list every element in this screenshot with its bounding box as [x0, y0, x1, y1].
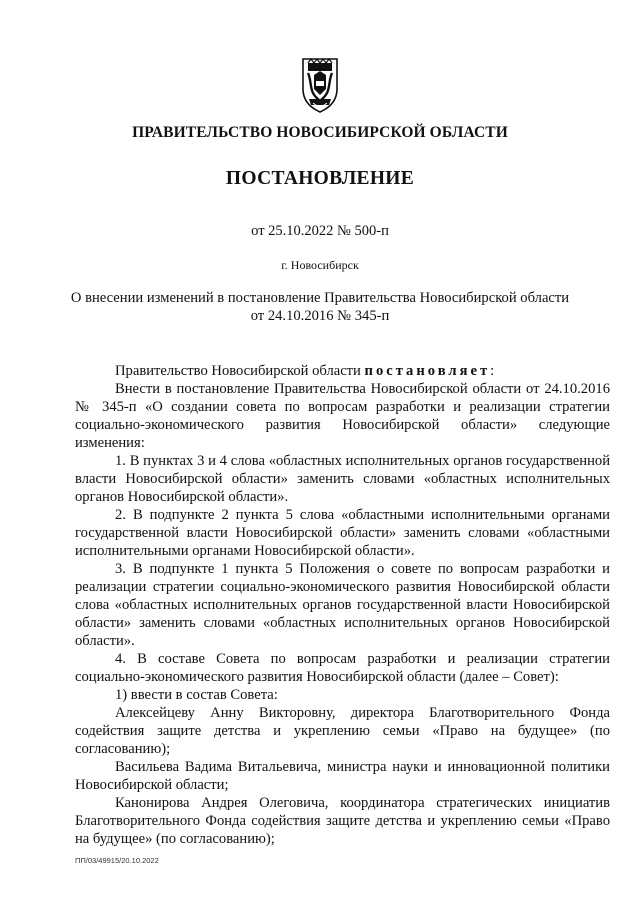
intro-decree-word: постановляет	[364, 363, 491, 379]
paragraph: Внести в постановление Правительства Новосибирской области от 24.10.2016 № 345-п «О создании совета по вопросам разработки и реализации стратегии социально-экономического развития Новосибирской области» следующие изменения:	[75, 381, 610, 451]
paragraph: 1) ввести в состав Совета:	[115, 687, 278, 703]
paragraph: Васильева Вадима Витальевича, министра науки и инновационной политики Новосибирской области;	[75, 759, 610, 793]
intro-paragraph	[75, 362, 610, 380]
paragraph: Алексейцеву Анну Викторовну, директора Благотворительного Фонда содействия защите детства и укреплению семьи «Право на будущее» (по согласованию);	[75, 705, 610, 757]
organization-title: ПРАВИТЕЛЬСТВО НОВОСИБИРСКОЙ ОБЛАСТИ	[132, 124, 508, 141]
subject-line-1: О внесении изменений в постановление Правительства Новосибирской области	[70, 290, 570, 306]
paragraph: 4. В составе Совета по вопросам разработки и реализации стратегии социально-экономического развития Новосибирской области (далее – Совет):	[75, 651, 610, 685]
subject-line-2: от 24.10.2016 № 345-п	[250, 308, 390, 324]
date-and-number: от 25.10.2022 № 500-п	[251, 223, 389, 239]
paragraph: 1. В пунктах 3 и 4 слова «областных исполнительных органов государственной власти Новосибирской области» заменить словами «областных исполнительных органов Новосибирской области».	[75, 453, 610, 505]
document-type: ПОСТАНОВЛЕНИЕ	[225, 168, 415, 189]
footer-code: ПП/03/49915/20.10.2022	[75, 856, 159, 865]
place: г. Новосибирск	[281, 258, 359, 272]
coat-of-arms-icon	[299, 55, 341, 115]
intro-prefix: Правительство Новосибирской области	[115, 363, 365, 379]
document-body	[75, 362, 610, 848]
intro-suffix: :	[490, 363, 495, 379]
paragraph: 2. В подпункте 2 пункта 5 слова «областными исполнительными органами государственной власти Новосибирской области» заменить словами «областными исполнительными органами Новосибирской области».	[75, 507, 610, 559]
paragraph: Канонирова Андрея Олеговича, координатора стратегических инициатив Благотворительного Фонда содействия защите детства и укреплению семьи «Право на будущее» (по согласованию);	[75, 795, 610, 847]
paragraph: 3. В подпункте 1 пункта 5 Положения о совете по вопросам разработки и реализации стратегии социально-экономического развития Новосибирской области слова «областных исполнительных органов государственной власти Новосибирской области» заменить словами «областных исполнительных органов Новосибирской области».	[75, 561, 610, 649]
subject	[0, 289, 640, 325]
